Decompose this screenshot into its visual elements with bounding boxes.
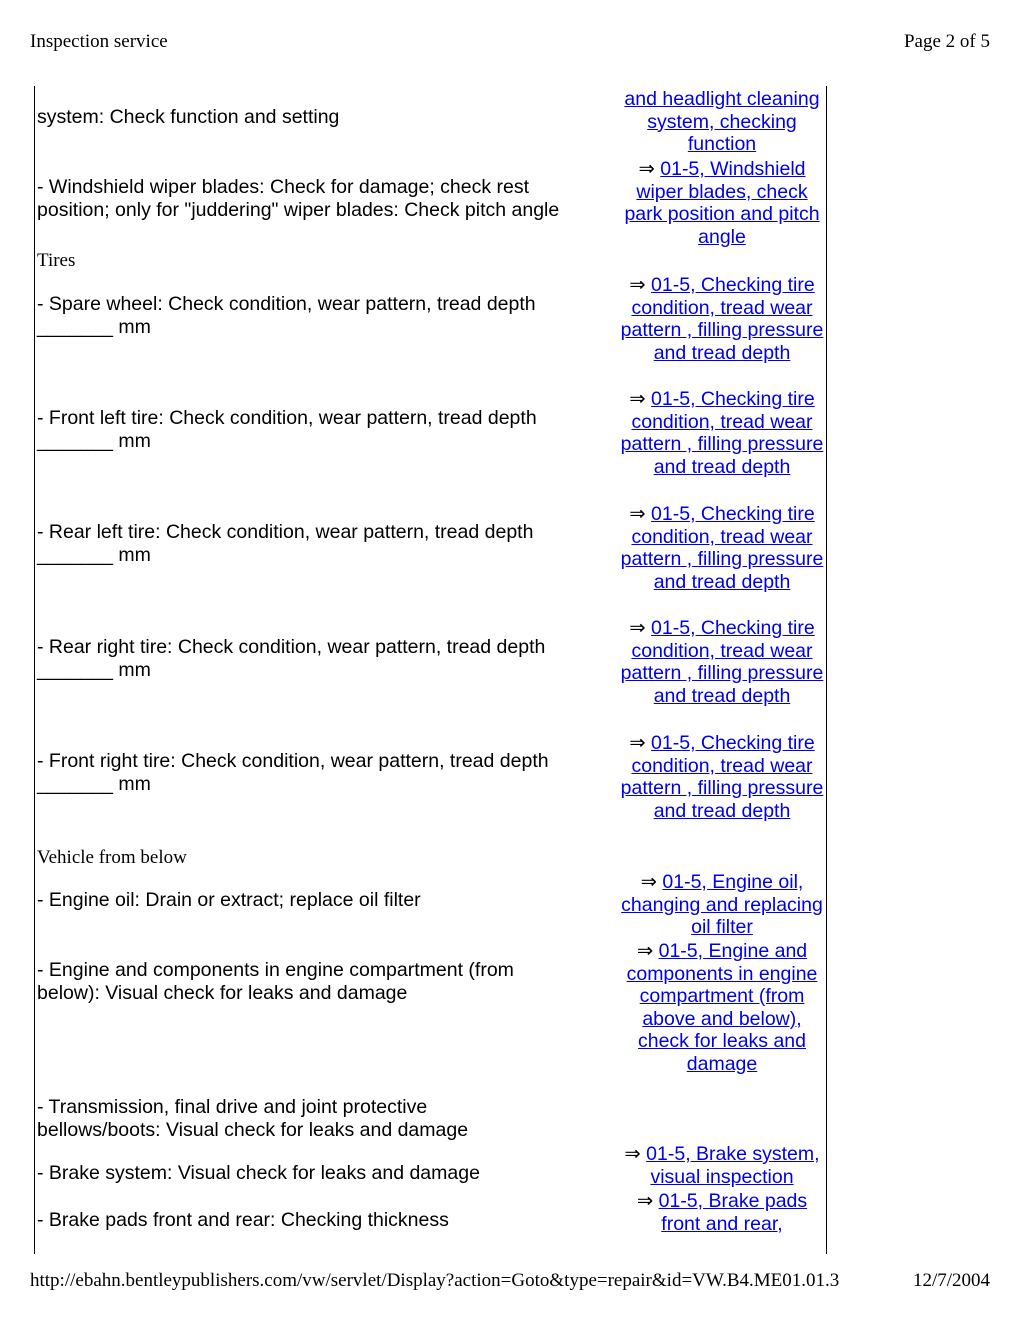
- table-right-border: [826, 86, 827, 1254]
- inspection-item: - Windshield wiper blades: Check for damage; check rest position; only for "juddering" wiper blades: Check pitch angle: [37, 176, 560, 221]
- arrow-icon: ⇒: [640, 871, 657, 893]
- footer-date: 12/7/2004: [912, 1270, 990, 1291]
- reference-link-cell: [620, 158, 824, 248]
- arrow-icon: ⇒: [629, 732, 646, 754]
- reference-link-cell: [620, 732, 824, 822]
- arrow-icon: ⇒: [636, 1190, 654, 1212]
- reference-link-cell: [620, 1190, 824, 1235]
- footer-url: http://ebahn.bentleypublishers.com/vw/servlet/Display?action=Goto&type=repair&id=VW.B4.ME01.01.3: [30, 1270, 840, 1291]
- reference-link-cell: [620, 388, 824, 478]
- reference-link[interactable]: 01-5, Engine and components in engine compartment (from above and below), check for leaks and damage: [626, 940, 818, 1075]
- inspection-item: - Brake pads front and rear: Checking thickness: [37, 1209, 449, 1231]
- inspection-item: - Transmission, final drive and joint protective bellows/boots: Visual check for leaks and damage: [37, 1096, 469, 1141]
- reference-link[interactable]: and headlight cleaning system, checking function: [624, 88, 820, 155]
- reference-link-cell: [620, 88, 824, 156]
- table-left-border: [34, 86, 35, 1254]
- inspection-item: - Engine and components in engine compartment (from below): Visual check for leaks and damage: [37, 959, 514, 1004]
- section-heading-tires: Tires: [37, 250, 76, 271]
- inspection-item: - Rear left tire: Check condition, wear pattern, tread depth _______ mm: [37, 521, 534, 566]
- reference-link-cell: [620, 617, 824, 707]
- reference-link[interactable]: 01-5, Checking tire condition, tread wear pattern , filling pressure and tread depth: [620, 388, 824, 478]
- page-number: Page 2 of 5: [903, 31, 990, 52]
- arrow-icon: ⇒: [629, 388, 646, 410]
- reference-link[interactable]: 01-5, Checking tire condition, tread wear pattern , filling pressure and tread depth: [620, 732, 824, 822]
- inspection-item: - Brake system: Visual check for leaks and damage: [37, 1162, 480, 1184]
- reference-link-cell: [618, 1143, 826, 1188]
- inspection-item: - Engine oil: Drain or extract; replace oil filter: [37, 889, 421, 911]
- section-heading-vehicle-below: Vehicle from below: [37, 847, 187, 868]
- reference-link[interactable]: 01-5, Windshield wiper blades, check park position and pitch angle: [624, 158, 820, 248]
- reference-link[interactable]: 01-5, Checking tire condition, tread wear pattern , filling pressure and tread depth: [620, 274, 824, 364]
- inspection-item: - Spare wheel: Check condition, wear pattern, tread depth _______ mm: [37, 293, 536, 338]
- reference-link[interactable]: 01-5, Checking tire condition, tread wear pattern , filling pressure and tread depth: [620, 617, 824, 707]
- reference-link[interactable]: 01-5, Checking tire condition, tread wear pattern , filling pressure and tread depth: [620, 503, 824, 593]
- arrow-icon: ⇒: [629, 503, 646, 525]
- inspection-item: - Rear right tire: Check condition, wear pattern, tread depth _______ mm: [37, 636, 546, 681]
- inspection-item: - Front right tire: Check condition, wear pattern, tread depth _______ mm: [37, 750, 549, 795]
- arrow-icon: ⇒: [638, 158, 655, 180]
- document-title: Inspection service: [30, 31, 168, 52]
- reference-link[interactable]: 01-5, Brake system, visual inspection: [646, 1143, 820, 1188]
- arrow-icon: ⇒: [629, 617, 646, 639]
- arrow-icon: ⇒: [636, 940, 654, 962]
- arrow-icon: ⇒: [629, 274, 646, 296]
- arrow-icon: ⇒: [624, 1143, 641, 1165]
- reference-link-cell: [620, 871, 824, 939]
- reference-link-cell: [620, 940, 824, 1075]
- reference-link[interactable]: 01-5, Engine oil, changing and replacing oil filter: [621, 871, 823, 938]
- reference-link-cell: [620, 503, 824, 593]
- reference-link-cell: [620, 274, 824, 364]
- inspection-item: system: Check function and setting: [37, 106, 340, 128]
- reference-link[interactable]: 01-5, Brake pads front and rear,: [658, 1190, 808, 1235]
- inspection-item: - Front left tire: Check condition, wear pattern, tread depth _______ mm: [37, 407, 537, 452]
